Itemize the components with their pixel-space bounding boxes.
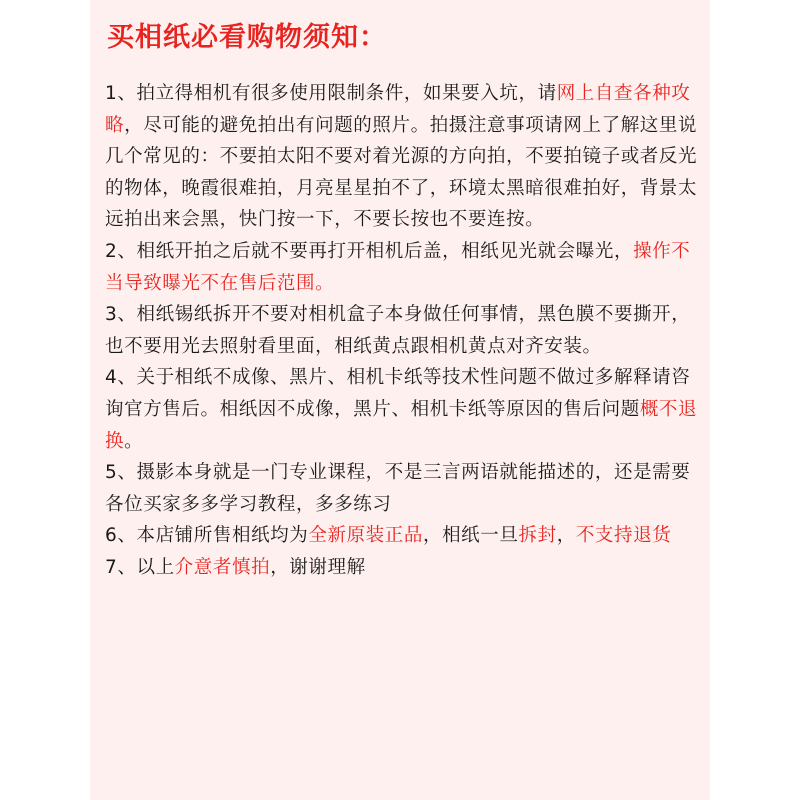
notice-item-7 [105,552,700,584]
notice-item-1 [105,78,700,236]
item-text: ，相纸一旦 [422,525,519,547]
highlight-text: 介意者慎拍 [174,556,271,578]
item-text: ，尽可能的避免拍出有问题的照片。拍摄注意事项请网上了解这里说几个常见的：不要拍太阳不要对着光源的方向拍，不要拍镜子或者反光的物体，晚霞很难拍，月亮星星拍不了，环境太黑暗很难拍好，背景太远拍出来会黑，快门按一下，不要长按也不要连按。 [105,114,698,231]
item-text: 7、以上 [105,556,175,578]
item-text: 4、关于相纸不成像、黑片、相机卡纸等技术性问题不做过多解释请咨询官方售后。相纸因不成像，黑片、相机卡纸等原因的售后问题 [105,367,691,420]
notice-item-2 [105,236,700,299]
highlight-text: 拆封 [518,525,557,547]
item-text: 3、相纸锡纸拆开不要对相机盒子本身做任何事情，黑色膜不要撕开，也不要用光去照射看里面，相纸黄点跟相机黄点对齐安装。 [105,304,691,357]
item-text: 。 [124,430,144,452]
item-text: 5、摄影本身就是一门专业课程，不是三言两语就能描述的，还是需要各位买家多多学习教程，多多练习 [105,462,691,515]
notice-item-3 [105,299,700,362]
highlight-text: 操作不当导致曝光不在售后范围。 [105,240,691,294]
item-text: ， [556,525,576,547]
notice-content [105,18,700,584]
highlight-text: 全新原装正品 [308,525,423,547]
highlight-text: 概不退换 [105,398,698,452]
item-text: 1、拍立得相机有很多使用限制条件，如果要入坑，请 [105,83,557,104]
page-title: 买相纸必看购物须知： [107,22,387,53]
notice-item-6 [105,520,700,552]
notice-item-5 [105,457,700,520]
item-text: 2、相纸开拍之后就不要再打开相机后盖，相纸见光就会曝光， [105,240,634,262]
item-text: 6、本店铺所售相纸均为 [105,525,309,547]
item-text: ，谢谢理解 [270,556,366,578]
highlight-text: 不支持退货 [575,525,672,547]
highlight-text: 网上自查各种攻略 [105,83,691,136]
notice-item-4 [105,362,700,457]
